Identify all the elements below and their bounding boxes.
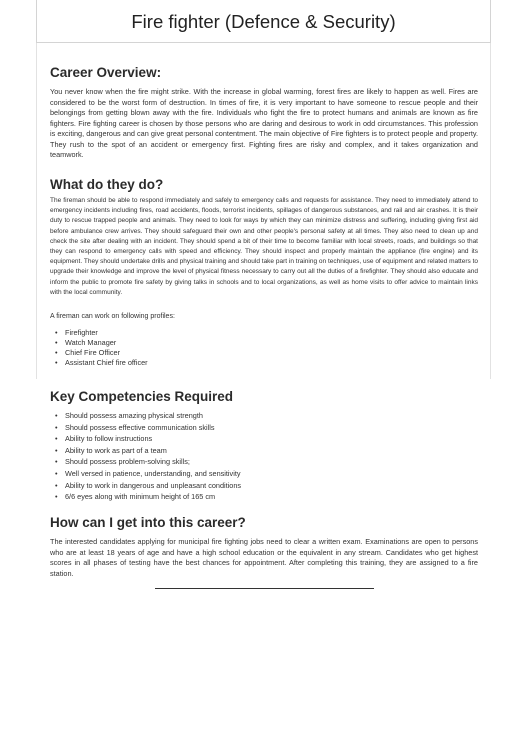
list-item: • Firefighter: [55, 328, 98, 337]
list-item: • Should possess amazing physical strength: [55, 411, 203, 420]
list-item: • Ability to follow instructions: [55, 434, 153, 444]
how-to-get-in-heading: How can I get into this career?: [50, 515, 246, 530]
list-item: • Watch Manager: [55, 338, 117, 347]
page-title: Fire fighter (Defence & Security): [131, 11, 396, 32]
list-item: • Should possess problem-solving skills;: [55, 457, 190, 467]
what-do-they-do-text: The fireman should be able to respond immediately and safely to emergency calls and requests for assistance. They need to immediately attend to emergency incidents including fires, road accidents, floods, terrorist incidents, spillages of dangerous substances, and rail and air crashes. It is their duty to rescue trapped people and animals. They need to look for ways by which they can minimize distress and suffering, including giving first aid before ambulance crew arrives. They should safeguard their own and other people's personal safety at all times. They also need to clean up and check the site after dealing with an incident. They should spend a bit of their time to become familiar with local streets, roads, and buildings so that they can respond to emergency calls with speed and efficiency. They should inspect and properly maintain the appliance (fire engine) and its equipment. They should undertake drills and physical training and should take part in training on techniques, use of equipment and related matters to upgrade their knowledge and improve the level of physical fitness necessary to carry out all the duties of a firefighter. They should also educate and inform the public to promote fire safety by giving talks in schools and to local organizations, as well as home visits to offer advice to maintain links with the local community.: [50, 197, 478, 296]
bottom-rule: [155, 588, 374, 589]
list-item: • Well versed in patience, understanding, and sensitivity: [55, 468, 241, 478]
how-to-get-in-text: The interested candidates applying for municipal fire fighting jobs need to clear a written exam. Examinations are open to persons who are at least 18 years of age and have a high school education or the equivalent in any stream. Candidates who get highest scores in all phases of testing have the best chances for appointment. After completing this training, they are assigned to a fire station.: [50, 537, 478, 578]
competencies-list: [50, 411, 241, 504]
list-item: • Chief Fire Officer: [55, 348, 121, 357]
right-border: [490, 43, 491, 379]
left-border: [36, 43, 37, 379]
list-item: • Ability to work as part of a team: [55, 445, 167, 455]
list-item: • Assistant Chief fire officer: [55, 358, 148, 367]
what-do-they-do-heading: What do they do?: [50, 177, 164, 192]
list-item: • 6/6 eyes along with minimum height of 165 cm: [55, 492, 216, 502]
career-overview-text: You never know when the fire might strike. With the increase in global warming, forest fires are likely to happen as well. Fires are considered to be the worst form of destruction. In times of fire, it is very important to have someone to rescue people and their belongings from getting blown away with the fire. Individuals who fight the fire to protect humans and animals are known as fire fighters. Fire fighting career is chosen by those persons who are daring and desirous to work in odd circumstances. This profession is exciting, dangerous and can give great personal contentment. The main objective of Fire fighters is to protect people and property. They rush to the spot of an accident or emergency first. Fighting fires are risky and complex, and it takes organization and teamwork.: [50, 87, 478, 159]
list-item: • Should possess effective communication skills: [55, 422, 215, 432]
list-item: • Ability to work in dangerous and unpleasant conditions: [55, 480, 242, 490]
profiles-list: [50, 328, 148, 368]
career-overview-heading: Career Overview:: [50, 65, 162, 80]
key-competencies-heading: Key Competencies Required: [50, 389, 234, 404]
profiles-lead: A fireman can work on following profiles:: [50, 313, 175, 320]
